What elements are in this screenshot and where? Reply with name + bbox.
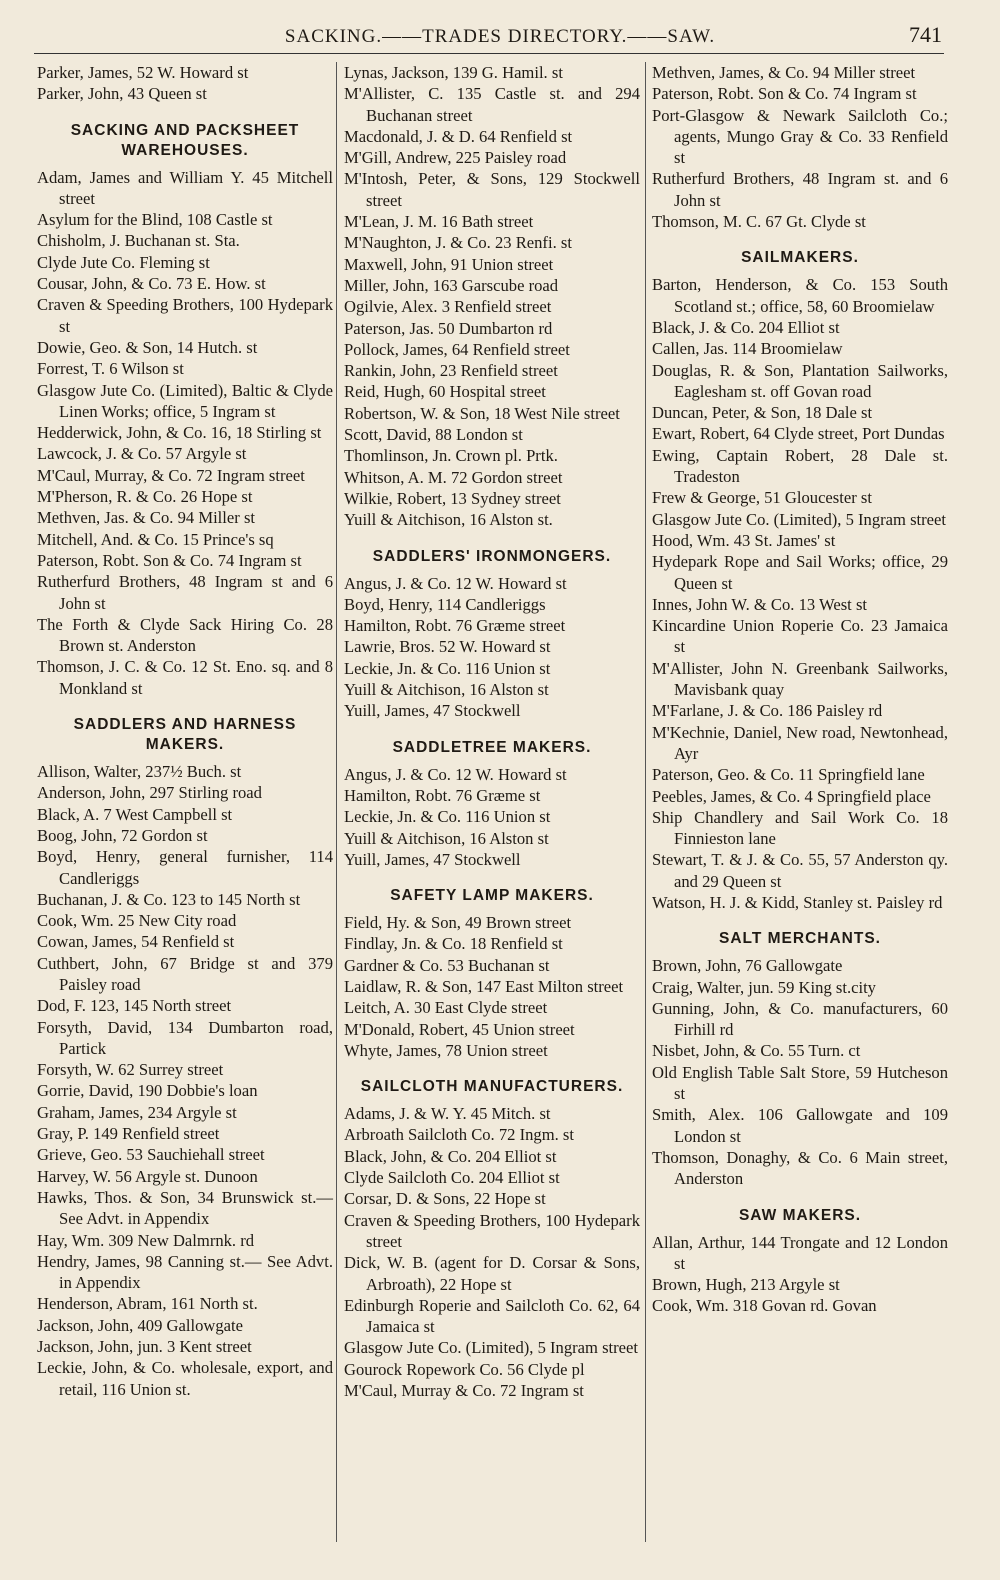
- section-heading: SAILMAKERS.: [741, 249, 859, 267]
- directory-entry: M'Naughton, J. & Co. 23 Renfi. st: [344, 233, 572, 253]
- directory-entry: Thomson, Donaghy, & Co. 6 Main street, Anderston: [652, 1147, 948, 1189]
- directory-entry: M'Allister, John N. Greenbank Sailworks, Mavisbank quay: [652, 658, 948, 700]
- directory-entry: Innes, John W. & Co. 13 West st: [652, 594, 868, 614]
- directory-entry: Cook, Wm. 25 New City road: [37, 911, 237, 931]
- directory-entry: Harvey, W. 56 Argyle st. Dunoon: [37, 1166, 258, 1186]
- directory-entry: Asylum for the Blind, 108 Castle st: [37, 210, 273, 230]
- directory-entry: Black, John, & Co. 204 Elliot st: [344, 1146, 557, 1166]
- directory-entry: Paterson, Geo. & Co. 11 Springfield lane: [652, 765, 925, 785]
- directory-entry: Gray, P. 149 Renfield street: [37, 1124, 220, 1144]
- directory-entry: Jackson, John, jun. 3 Kent street: [37, 1337, 252, 1357]
- directory-entry: Grieve, Geo. 53 Sauchiehall street: [37, 1145, 265, 1165]
- directory-entry: Brown, Hugh, 213 Argyle st: [652, 1275, 840, 1295]
- directory-entry: Field, Hy. & Son, 49 Brown street: [344, 913, 572, 933]
- page-header: [0, 18, 1000, 58]
- directory-entry: Scott, David, 88 London st: [344, 425, 523, 445]
- directory-entry: Parker, James, 52 W. Howard st: [37, 63, 249, 82]
- directory-entry: Hawks, Thos. & Son, 34 Brunswick st.—See Advt. in Appendix: [37, 1187, 333, 1229]
- directory-entry: Ewart, Robert, 64 Clyde street, Port Dundas: [652, 424, 945, 444]
- directory-entry: Mitchell, And. & Co. 15 Prince's sq: [37, 529, 274, 549]
- directory-entry: Yuill, James, 47 Stockwell: [344, 701, 521, 721]
- column-divider: [645, 62, 646, 1542]
- directory-entry: Leitch, A. 30 East Clyde street: [344, 998, 548, 1018]
- directory-entry: Brown, John, 76 Gallowgate: [652, 956, 843, 976]
- directory-entry: Yuill, James, 47 Stockwell: [344, 849, 521, 869]
- directory-column-1: [37, 62, 333, 1400]
- directory-entry: Whyte, James, 78 Union street: [344, 1040, 548, 1060]
- directory-entry: Hamilton, Robt. 76 Græme st: [344, 785, 541, 805]
- directory-entry: Cousar, John, & Co. 73 E. How. st: [37, 274, 266, 294]
- directory-entry: M'Donald, Robert, 45 Union street: [344, 1019, 575, 1039]
- directory-entry: M'Farlane, J. & Co. 186 Paisley rd: [652, 701, 883, 721]
- directory-entry: Rankin, John, 23 Renfield street: [344, 361, 558, 381]
- directory-entry: Ogilvie, Alex. 3 Renfield street: [344, 297, 552, 317]
- directory-entry: Paterson, Jas. 50 Dumbarton rd: [344, 318, 553, 338]
- directory-entry: Dick, W. B. (agent for D. Corsar & Sons, Arbroath), 22 Hope st: [344, 1253, 640, 1294]
- section-heading: SAW MAKERS.: [738, 1206, 862, 1224]
- directory-entry: Findlay, Jn. & Co. 18 Renfield st: [344, 934, 563, 954]
- directory-entry: Rutherfurd Brothers, 48 Ingram st. and 6 John st: [652, 169, 948, 210]
- directory-entry: Port-Glasgow & Newark Sailcloth Co.; agents, Mungo Gray & Co. 33 Renfield st: [652, 105, 948, 168]
- directory-entry: Ewing, Captain Robert, 28 Dale st. Tradeston: [652, 445, 948, 487]
- section-heading: SAILCLOTH MANUFACTURERS.: [360, 1078, 624, 1096]
- directory-entry: Lawrie, Bros. 52 W. Howard st: [344, 637, 551, 657]
- directory-entry: Allison, Walter, 237½ Buch. st: [37, 762, 242, 782]
- directory-entry: Boog, John, 72 Gordon st: [37, 825, 208, 845]
- directory-entry: Arbroath Sailcloth Co. 72 Ingm. st: [344, 1125, 574, 1145]
- section-heading: SACKING AND PACKSHEET WAREHOUSES.: [70, 121, 300, 159]
- directory-entry: Duncan, Peter, & Son, 18 Dale st: [652, 403, 873, 423]
- directory-entry: Thomlinson, Jn. Crown pl. Prtk.: [344, 446, 558, 466]
- directory-entry: Wilkie, Robert, 13 Sydney street: [344, 488, 561, 508]
- directory-entry: M'Kechnie, Daniel, New road, Newtonhead, Ayr: [652, 722, 948, 763]
- directory-entry: Cuthbert, John, 67 Bridge st and 379 Paisley road: [37, 953, 333, 994]
- directory-entry: Leckie, Jn. & Co. 116 Union st: [344, 807, 551, 827]
- directory-entry: Glasgow Jute Co. (Limited), 5 Ingram street: [652, 509, 947, 529]
- directory-entry: Leckie, John, & Co. wholesale, export, and retail, 116 Union st.: [37, 1358, 333, 1399]
- directory-entry: Allan, Arthur, 144 Trongate and 12 London st: [652, 1232, 948, 1273]
- directory-entry: Jackson, John, 409 Gallowgate: [37, 1315, 244, 1335]
- directory-entry: Black, J. & Co. 204 Elliot st: [652, 317, 840, 337]
- directory-entry: Hamilton, Robt. 76 Græme street: [344, 616, 566, 636]
- section-heading: SAFETY LAMP MAKERS.: [390, 887, 594, 905]
- directory-entry: Hay, Wm. 309 New Dalmrnk. rd: [37, 1230, 255, 1250]
- directory-entry: Gardner & Co. 53 Buchanan st: [344, 955, 550, 975]
- directory-entry: Thomson, J. C. & Co. 12 St. Eno. sq. and 8 Monkland st: [37, 657, 333, 698]
- section-heading: SALT MERCHANTS.: [719, 930, 881, 948]
- directory-entry: Gourock Ropework Co. 56 Clyde pl: [344, 1359, 585, 1379]
- directory-entry: Forrest, T. 6 Wilson st: [37, 359, 184, 379]
- directory-entry: Robertson, W. & Son, 18 West Nile street: [344, 403, 620, 423]
- directory-entry: Boyd, Henry, general furnisher, 114 Candleriggs: [37, 847, 333, 888]
- directory-entry: Adams, J. & W. Y. 45 Mitch. st: [344, 1104, 551, 1124]
- directory-entry: M'Caul, Murray, & Co. 72 Ingram street: [37, 465, 305, 485]
- directory-entry: Craven & Speeding Brothers, 100 Hydepark street: [344, 1210, 640, 1251]
- column-divider: [336, 62, 337, 1542]
- directory-entry: M'Lean, J. M. 16 Bath street: [344, 212, 534, 232]
- directory-entry: Lawcock, J. & Co. 57 Argyle st: [37, 444, 247, 464]
- directory-entry: Reid, Hugh, 60 Hospital street: [344, 382, 546, 402]
- directory-entry: Parker, John, 43 Queen st: [37, 84, 207, 104]
- directory-entry: Boyd, Henry, 114 Candleriggs: [344, 594, 546, 614]
- directory-entry: Gunning, John, & Co. manufacturers, 60 Firhill rd: [652, 998, 948, 1040]
- directory-entry: Yuill & Aitchison, 16 Alston st.: [344, 510, 553, 530]
- section-heading: SADDLERS AND HARNESS MAKERS.: [73, 716, 297, 754]
- directory-entry: Callen, Jas. 114 Broomielaw: [652, 339, 843, 359]
- directory-entry: Maxwell, John, 91 Union street: [344, 254, 554, 274]
- directory-entry: M'Intosh, Peter, & Sons, 129 Stockwell street: [344, 169, 640, 210]
- directory-entry: Whitson, A. M. 72 Gordon street: [344, 467, 563, 487]
- directory-entry: Macdonald, J. & D. 64 Renfield st: [344, 126, 573, 146]
- directory-entry: Cowan, James, 54 Renfield st: [37, 932, 235, 952]
- directory-entry: Craven & Speeding Brothers, 100 Hydepark st: [37, 295, 333, 336]
- directory-entry: Edinburgh Roperie and Sailcloth Co. 62, 64 Jamaica st: [344, 1295, 640, 1337]
- directory-entry: Angus, J. & Co. 12 W. Howard st: [344, 764, 567, 784]
- directory-entry: Barton, Henderson, & Co. 153 South Scotland st.; office, 58, 60 Broomielaw: [652, 275, 948, 316]
- directory-entry: Thomson, M. C. 67 Gt. Clyde st: [652, 212, 866, 232]
- directory-entry: Nisbet, John, & Co. 55 Turn. ct: [652, 1041, 861, 1061]
- directory-entry: Angus, J. & Co. 12 W. Howard st: [344, 573, 567, 593]
- directory-entry: M'Caul, Murray & Co. 72 Ingram st: [344, 1381, 584, 1401]
- directory-entry: Laidlaw, R. & Son, 147 East Milton street: [344, 976, 624, 996]
- directory-entry: Yuill & Aitchison, 16 Alston st: [344, 680, 549, 700]
- directory-entry: Hedderwick, John, & Co. 16, 18 Stirling st: [37, 423, 322, 443]
- directory-entry: Cook, Wm. 318 Govan rd. Govan: [652, 1296, 877, 1316]
- directory-entry: M'Gill, Andrew, 225 Paisley road: [344, 148, 567, 168]
- directory-entry: Methven, Jas. & Co. 94 Miller st: [37, 508, 256, 528]
- directory-entry: Forsyth, W. 62 Surrey street: [37, 1060, 224, 1080]
- directory-entry: Pollock, James, 64 Renfield street: [344, 339, 570, 359]
- directory-entry: Forsyth, David, 134 Dumbarton road, Partick: [37, 1017, 333, 1058]
- directory-entry: Gorrie, David, 190 Dobbie's loan: [37, 1081, 258, 1101]
- directory-entry: Corsar, D. & Sons, 22 Hope st: [344, 1189, 546, 1209]
- section-heading: SADDLERS' IRONMONGERS.: [372, 547, 612, 565]
- directory-entry: The Forth & Clyde Sack Hiring Co. 28 Brown st. Anderston: [37, 614, 333, 656]
- directory-entry: Leckie, Jn. & Co. 116 Union st: [344, 658, 551, 678]
- page-number: 741: [909, 22, 942, 47]
- header-rule: [34, 53, 944, 54]
- directory-entry: Henderson, Abram, 161 North st.: [37, 1294, 258, 1314]
- directory-entry: Black, A. 7 West Campbell st: [37, 804, 233, 824]
- directory-column-2: [344, 62, 640, 1401]
- directory-entry: Clyde Jute Co. Fleming st: [37, 252, 210, 272]
- directory-entry: Dod, F. 123, 145 North street: [37, 996, 232, 1016]
- directory-entry: Hood, Wm. 43 St. James' st: [652, 530, 836, 550]
- directory-entry: Hydepark Rope and Sail Works; office, 29 Queen st: [652, 552, 948, 593]
- directory-entry: Douglas, R. & Son, Plantation Sailworks, Eaglesham st. off Govan road: [652, 360, 948, 401]
- directory-entry: Yuill & Aitchison, 16 Alston st: [344, 828, 549, 848]
- directory-entry: Smith, Alex. 106 Gallowgate and 109 London st: [652, 1105, 948, 1146]
- directory-entry: Methven, James, & Co. 94 Miller street: [652, 63, 916, 82]
- directory-entry: Glasgow Jute Co. (Limited), Baltic & Clyde Linen Works; office, 5 Ingram st: [37, 380, 333, 421]
- directory-entry: Paterson, Robt. Son & Co. 74 Ingram st: [652, 84, 917, 104]
- directory-entry: M'Allister, C. 135 Castle st. and 294 Buchanan street: [344, 84, 640, 125]
- directory-entry: Buchanan, J. & Co. 123 to 145 North st: [37, 889, 301, 909]
- directory-entry: Graham, James, 234 Argyle st: [37, 1102, 237, 1122]
- directory-entry: Glasgow Jute Co. (Limited), 5 Ingram street: [344, 1338, 639, 1358]
- directory-entry: Stewart, T. & J. & Co. 55, 57 Anderston qy. and 29 Queen st: [652, 850, 948, 891]
- directory-column-3: [652, 62, 948, 1317]
- directory-entry: Miller, John, 163 Garscube road: [344, 275, 559, 295]
- directory-entry: Watson, H. J. & Kidd, Stanley st. Paisley rd: [652, 892, 943, 912]
- directory-entry: Craig, Walter, jun. 59 King st.city: [652, 977, 876, 997]
- directory-entry: Anderson, John, 297 Stirling road: [37, 783, 262, 803]
- running-head: SACKING.——TRADES DIRECTORY.——SAW.: [284, 26, 716, 47]
- directory-entry: Frew & George, 51 Gloucester st: [652, 488, 872, 508]
- directory-entry: Old English Table Salt Store, 59 Hutcheson st: [652, 1062, 948, 1104]
- directory-entry: Paterson, Robt. Son & Co. 74 Ingram st: [37, 550, 302, 570]
- directory-entry: Lynas, Jackson, 139 G. Hamil. st: [344, 63, 563, 82]
- directory-entry: Peebles, James, & Co. 4 Springfield place: [652, 786, 931, 806]
- directory-entry: Ship Chandlery and Sail Work Co. 18 Finnieston lane: [652, 807, 948, 849]
- directory-entry: Rutherfurd Brothers, 48 Ingram st and 6 John st: [37, 572, 333, 613]
- directory-entry: Adam, James and William Y. 45 Mitchell street: [37, 167, 333, 208]
- directory-entry: Clyde Sailcloth Co. 204 Elliot st: [344, 1168, 560, 1188]
- directory-entry: Kincardine Union Roperie Co. 23 Jamaica st: [652, 616, 948, 657]
- directory-entry: Hendry, James, 98 Canning st.— See Advt. in Appendix: [37, 1251, 333, 1293]
- directory-entry: M'Pherson, R. & Co. 26 Hope st: [37, 487, 253, 507]
- directory-entry: Chisholm, J. Buchanan st. Sta.: [37, 231, 240, 251]
- directory-entry: Dowie, Geo. & Son, 14 Hutch. st: [37, 337, 258, 357]
- section-heading: SADDLETREE MAKERS.: [392, 738, 592, 756]
